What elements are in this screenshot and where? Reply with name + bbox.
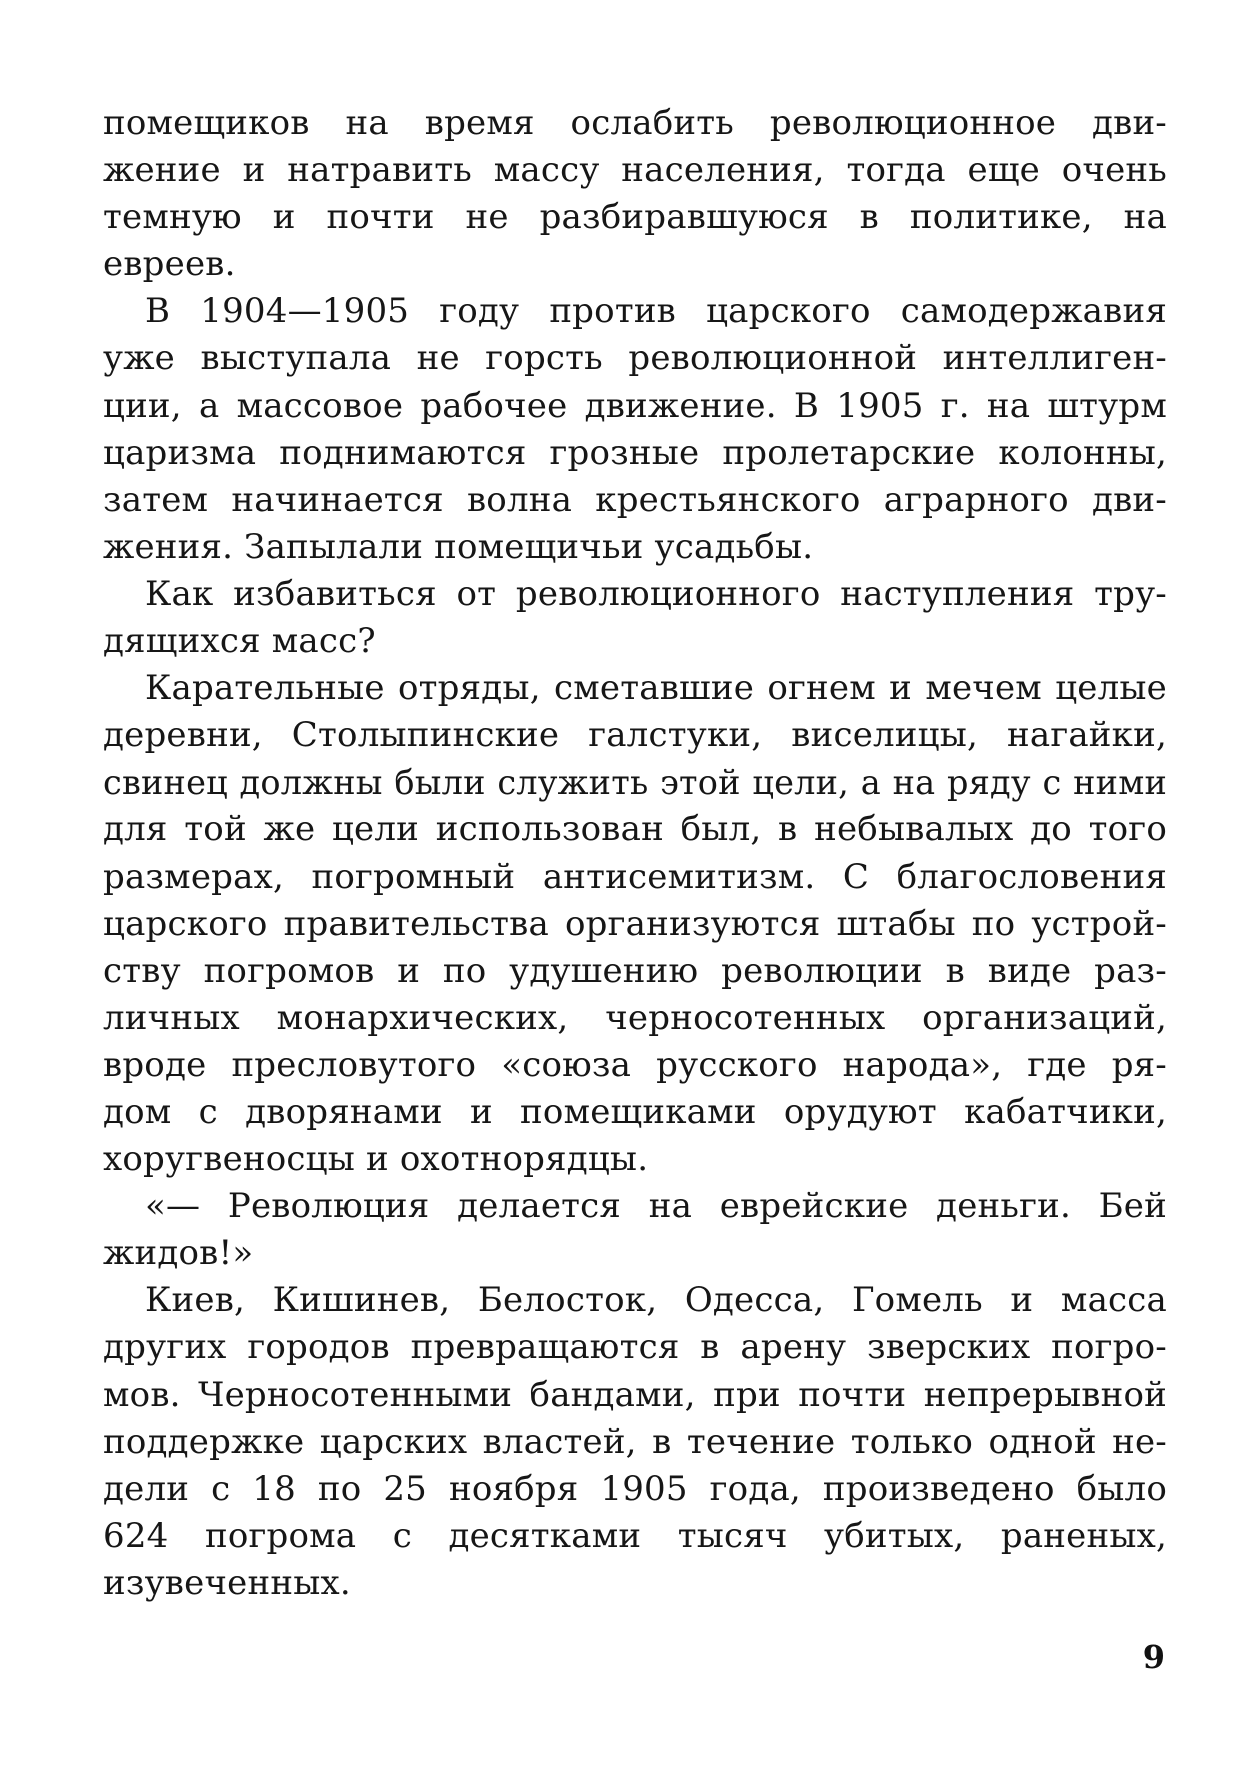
page-body-text [103,100,1167,1607]
text-line: затем начинается волна крестьянского аграрного дви- [103,479,1167,520]
text-line: хоругвеносцы и охотнорядцы. [103,1139,649,1180]
text-line: Как избавиться от революционного наступления тру- [145,573,1167,614]
text-line: царизма поднимаются грозные пролетарские колонны, [103,432,1167,473]
text-line: царского правительства организуются штабы по устрой- [103,903,1167,944]
text-line: размерах, погромный антисемитизм. С благословения [103,856,1167,897]
text-line: дящихся масс? [103,621,376,662]
text-line: темную и почти не разбиравшуюся в политике, на [103,197,1167,238]
text-line: 624 погрома с десятками тысяч убитых, раненых, [103,1515,1167,1556]
text-line: дом с дворянами и помещиками орудуют кабатчики, [103,1091,1167,1132]
text-line: свинец должны были служить этой цели, а на ряду с ними [103,763,1167,803]
text-line: изувеченных. [103,1562,351,1603]
text-line: личных монархических, черносотенных организаций, [103,997,1167,1038]
text-line: евреев. [103,244,236,285]
text-line: поддержке царских властей, в течение только одной не- [103,1421,1167,1462]
text-line: других городов превращаются в арену зверских погро- [103,1327,1167,1368]
text-line: помещиков на время ослабить революционное дви- [103,103,1167,143]
text-line: для той же цели использован был, в небывалых до того [103,809,1167,850]
text-line: ству погромов и по удушению революции в виде раз- [103,950,1167,991]
text-line: Киев, Кишинев, Белосток, Одесса, Гомель и масса [145,1280,1167,1321]
text-line: деревни, Столыпинские галстуки, виселицы, нагайки, [103,715,1167,756]
text-line: Карательные отряды, сметавшие огнем и мечем целые [145,668,1167,709]
text-line: жения. Запылали помещичьи усадьбы. [103,526,814,567]
text-line: дели с 18 по 25 ноября 1905 года, произведено было [103,1468,1167,1509]
text-line: ции, а массовое рабочее движение. В 1905 г. на штурм [103,385,1167,426]
text-line: жение и натравить массу населения, тогда еще очень [103,150,1167,191]
text-line: В 1904—1905 году против царского самодержавия [145,291,1167,332]
page-number: 9 [1142,1638,1165,1676]
text-line: «— Революция делается на еврейские деньги. Бей [145,1186,1167,1227]
text-line: уже выступала не горсть революционной интеллиген- [103,338,1167,379]
text-line: мов. Черносотенными бандами, при почти непрерывной [103,1374,1167,1415]
text-line: жидов!» [103,1233,254,1274]
text-line: вроде пресловутого «союза русского народа», где ря- [103,1044,1167,1085]
